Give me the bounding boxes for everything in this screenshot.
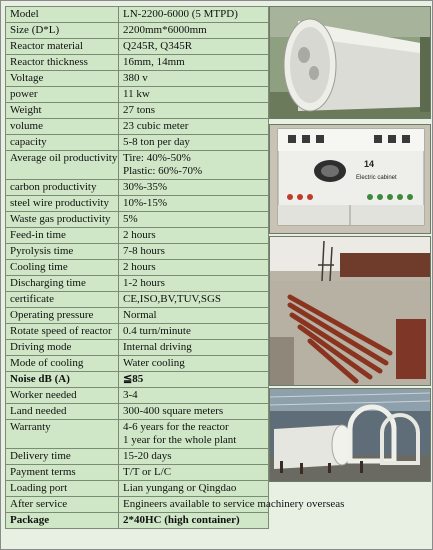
spec-value-line: 30%-35% <box>123 181 167 193</box>
spec-row <box>6 71 269 87</box>
spec-row <box>6 103 269 119</box>
spec-value <box>119 244 269 260</box>
spec-value <box>119 481 269 497</box>
spec-value <box>119 260 269 276</box>
spec-value <box>119 212 269 228</box>
spec-row <box>6 196 269 212</box>
spec-row <box>6 340 269 356</box>
cabinet-number: 14 <box>364 159 375 169</box>
spec-label: Noise dB (A) <box>6 372 119 388</box>
spec-value-line: 27 tons <box>123 104 156 116</box>
spec-row <box>6 388 269 404</box>
spec-value-line: 7-8 hours <box>123 245 165 257</box>
spec-row <box>6 23 269 39</box>
spec-row <box>6 135 269 151</box>
spec-row <box>6 119 269 135</box>
spec-label: Land needed <box>6 404 119 420</box>
spec-value-line: 2 hours <box>123 229 156 241</box>
spec-label: Warranty <box>6 420 119 449</box>
spec-label: Worker needed <box>6 388 119 404</box>
spec-value <box>119 103 269 119</box>
spec-value-line: 5-8 ton per day <box>123 136 190 148</box>
spec-value-line: ≦85 <box>123 373 144 385</box>
spec-value <box>119 340 269 356</box>
spec-row <box>6 7 269 23</box>
spec-label: Cooling time <box>6 260 119 276</box>
spec-row <box>6 244 269 260</box>
spec-row <box>6 55 269 71</box>
cabinet-caption: Electric cabinet <box>356 175 397 181</box>
spec-value <box>119 308 269 324</box>
spec-label: Driving mode <box>6 340 119 356</box>
spec-row <box>6 513 269 529</box>
spec-value <box>119 276 269 292</box>
spec-value-line: 1-2 hours <box>123 277 165 289</box>
spec-value-line: 1 year for the whole plant <box>123 434 237 446</box>
spec-value-line: LN-2200-6000 (5 MTPD) <box>123 8 238 20</box>
spec-value <box>119 7 269 23</box>
spec-value <box>119 39 269 55</box>
spec-value-line: 2*40HC (high container) <box>123 514 240 526</box>
spec-value-line: 4-6 years for the reactor <box>123 421 229 433</box>
spec-row <box>6 404 269 420</box>
spec-row <box>6 372 269 388</box>
spec-value <box>119 151 269 180</box>
spec-row <box>6 260 269 276</box>
spec-value <box>119 23 269 39</box>
spec-row <box>6 324 269 340</box>
spec-label: Pyrolysis time <box>6 244 119 260</box>
spec-label: Rotate speed of reactor <box>6 324 119 340</box>
spec-value-line: 3-4 <box>123 389 138 401</box>
spec-value <box>119 119 269 135</box>
spec-label: Payment terms <box>6 465 119 481</box>
spec-label: steel wire productivity <box>6 196 119 212</box>
spec-row <box>6 420 269 449</box>
spec-value-line: Lian yungang or Qingdao <box>123 482 237 494</box>
spec-value-line: Normal <box>123 309 157 321</box>
spec-value <box>119 196 269 212</box>
spec-value <box>119 404 269 420</box>
spec-row <box>6 481 269 497</box>
spec-label: Loading port <box>6 481 119 497</box>
spec-value <box>119 388 269 404</box>
spec-value <box>119 497 345 513</box>
spec-value-line: 16mm, 14mm <box>123 56 185 68</box>
spec-value-line: CE,ISO,BV,TUV,SGS <box>123 293 222 305</box>
factory-reactors-photo <box>269 388 431 482</box>
spec-label: Package <box>6 513 119 529</box>
spec-value <box>119 513 269 529</box>
spec-label: Operating pressure <box>6 308 119 324</box>
spec-value-line: Q245R, Q345R <box>123 40 193 52</box>
spec-label: Reactor thickness <box>6 55 119 71</box>
spec-value <box>119 292 269 308</box>
spec-value <box>119 135 269 151</box>
spec-label: certificate <box>6 292 119 308</box>
spec-label: Weight <box>6 103 119 119</box>
spec-value-line: 0.4 turn/minute <box>123 325 191 337</box>
spec-value-line: 380 v <box>123 72 148 84</box>
spec-value <box>119 449 269 465</box>
spec-value-line: 15-20 days <box>123 450 172 462</box>
spec-value-line: 2 hours <box>123 261 156 273</box>
spec-value <box>119 228 269 244</box>
reactor-photo <box>269 6 431 119</box>
spec-value <box>119 356 269 372</box>
condenser-pipes-photo <box>269 236 431 386</box>
spec-value-line: 5% <box>123 213 138 225</box>
spec-value-line: Water cooling <box>123 357 185 369</box>
spec-label: Feed-in time <box>6 228 119 244</box>
spec-label: Reactor material <box>6 39 119 55</box>
spec-row <box>6 356 269 372</box>
spec-label: Discharging time <box>6 276 119 292</box>
spec-value <box>119 87 269 103</box>
spec-value-line: Tire: 40%-50% <box>123 152 191 164</box>
spec-row <box>6 497 269 513</box>
spec-label: carbon productivity <box>6 180 119 196</box>
spec-row <box>6 180 269 196</box>
spec-row <box>6 276 269 292</box>
spec-row <box>6 308 269 324</box>
spec-row <box>6 292 269 308</box>
spec-label: Average oil productivity <box>6 151 119 180</box>
spec-label: capacity <box>6 135 119 151</box>
spec-value <box>119 372 269 388</box>
spec-value-line: 300-400 square meters <box>123 405 224 417</box>
spec-value-line: T/T or L/C <box>123 466 172 478</box>
spec-value-line: 2200mm*6000mm <box>123 24 207 36</box>
spec-label: Voltage <box>6 71 119 87</box>
spec-row <box>6 449 269 465</box>
spec-value <box>119 180 269 196</box>
spec-value-line: 10%-15% <box>123 197 167 209</box>
spec-value <box>119 71 269 87</box>
spec-value-line: 23 cubic meter <box>123 120 189 132</box>
spec-row <box>6 87 269 103</box>
spec-value <box>119 465 269 481</box>
spec-value-line: Engineers available to service machinery overseas <box>123 498 345 510</box>
spec-value <box>119 324 269 340</box>
spec-value <box>119 55 269 71</box>
spec-label: Delivery time <box>6 449 119 465</box>
spec-label: Mode of cooling <box>6 356 119 372</box>
specification-table <box>5 6 345 529</box>
spec-row <box>6 465 269 481</box>
spec-row <box>6 39 269 55</box>
spec-label: volume <box>6 119 119 135</box>
spec-label: Size (D*L) <box>6 23 119 39</box>
spec-row <box>6 212 269 228</box>
spec-row <box>6 228 269 244</box>
spec-label: Model <box>6 7 119 23</box>
spec-value-line: Internal driving <box>123 341 192 353</box>
spec-label: After service <box>6 497 119 513</box>
spec-row <box>6 151 269 180</box>
spec-label: power <box>6 87 119 103</box>
electric-cabinet-photo <box>269 124 431 234</box>
spec-value-line: 11 kw <box>123 88 150 100</box>
spec-label: Waste gas productivity <box>6 212 119 228</box>
spec-value <box>119 420 269 449</box>
spec-value-line: Plastic: 60%-70% <box>123 165 203 177</box>
